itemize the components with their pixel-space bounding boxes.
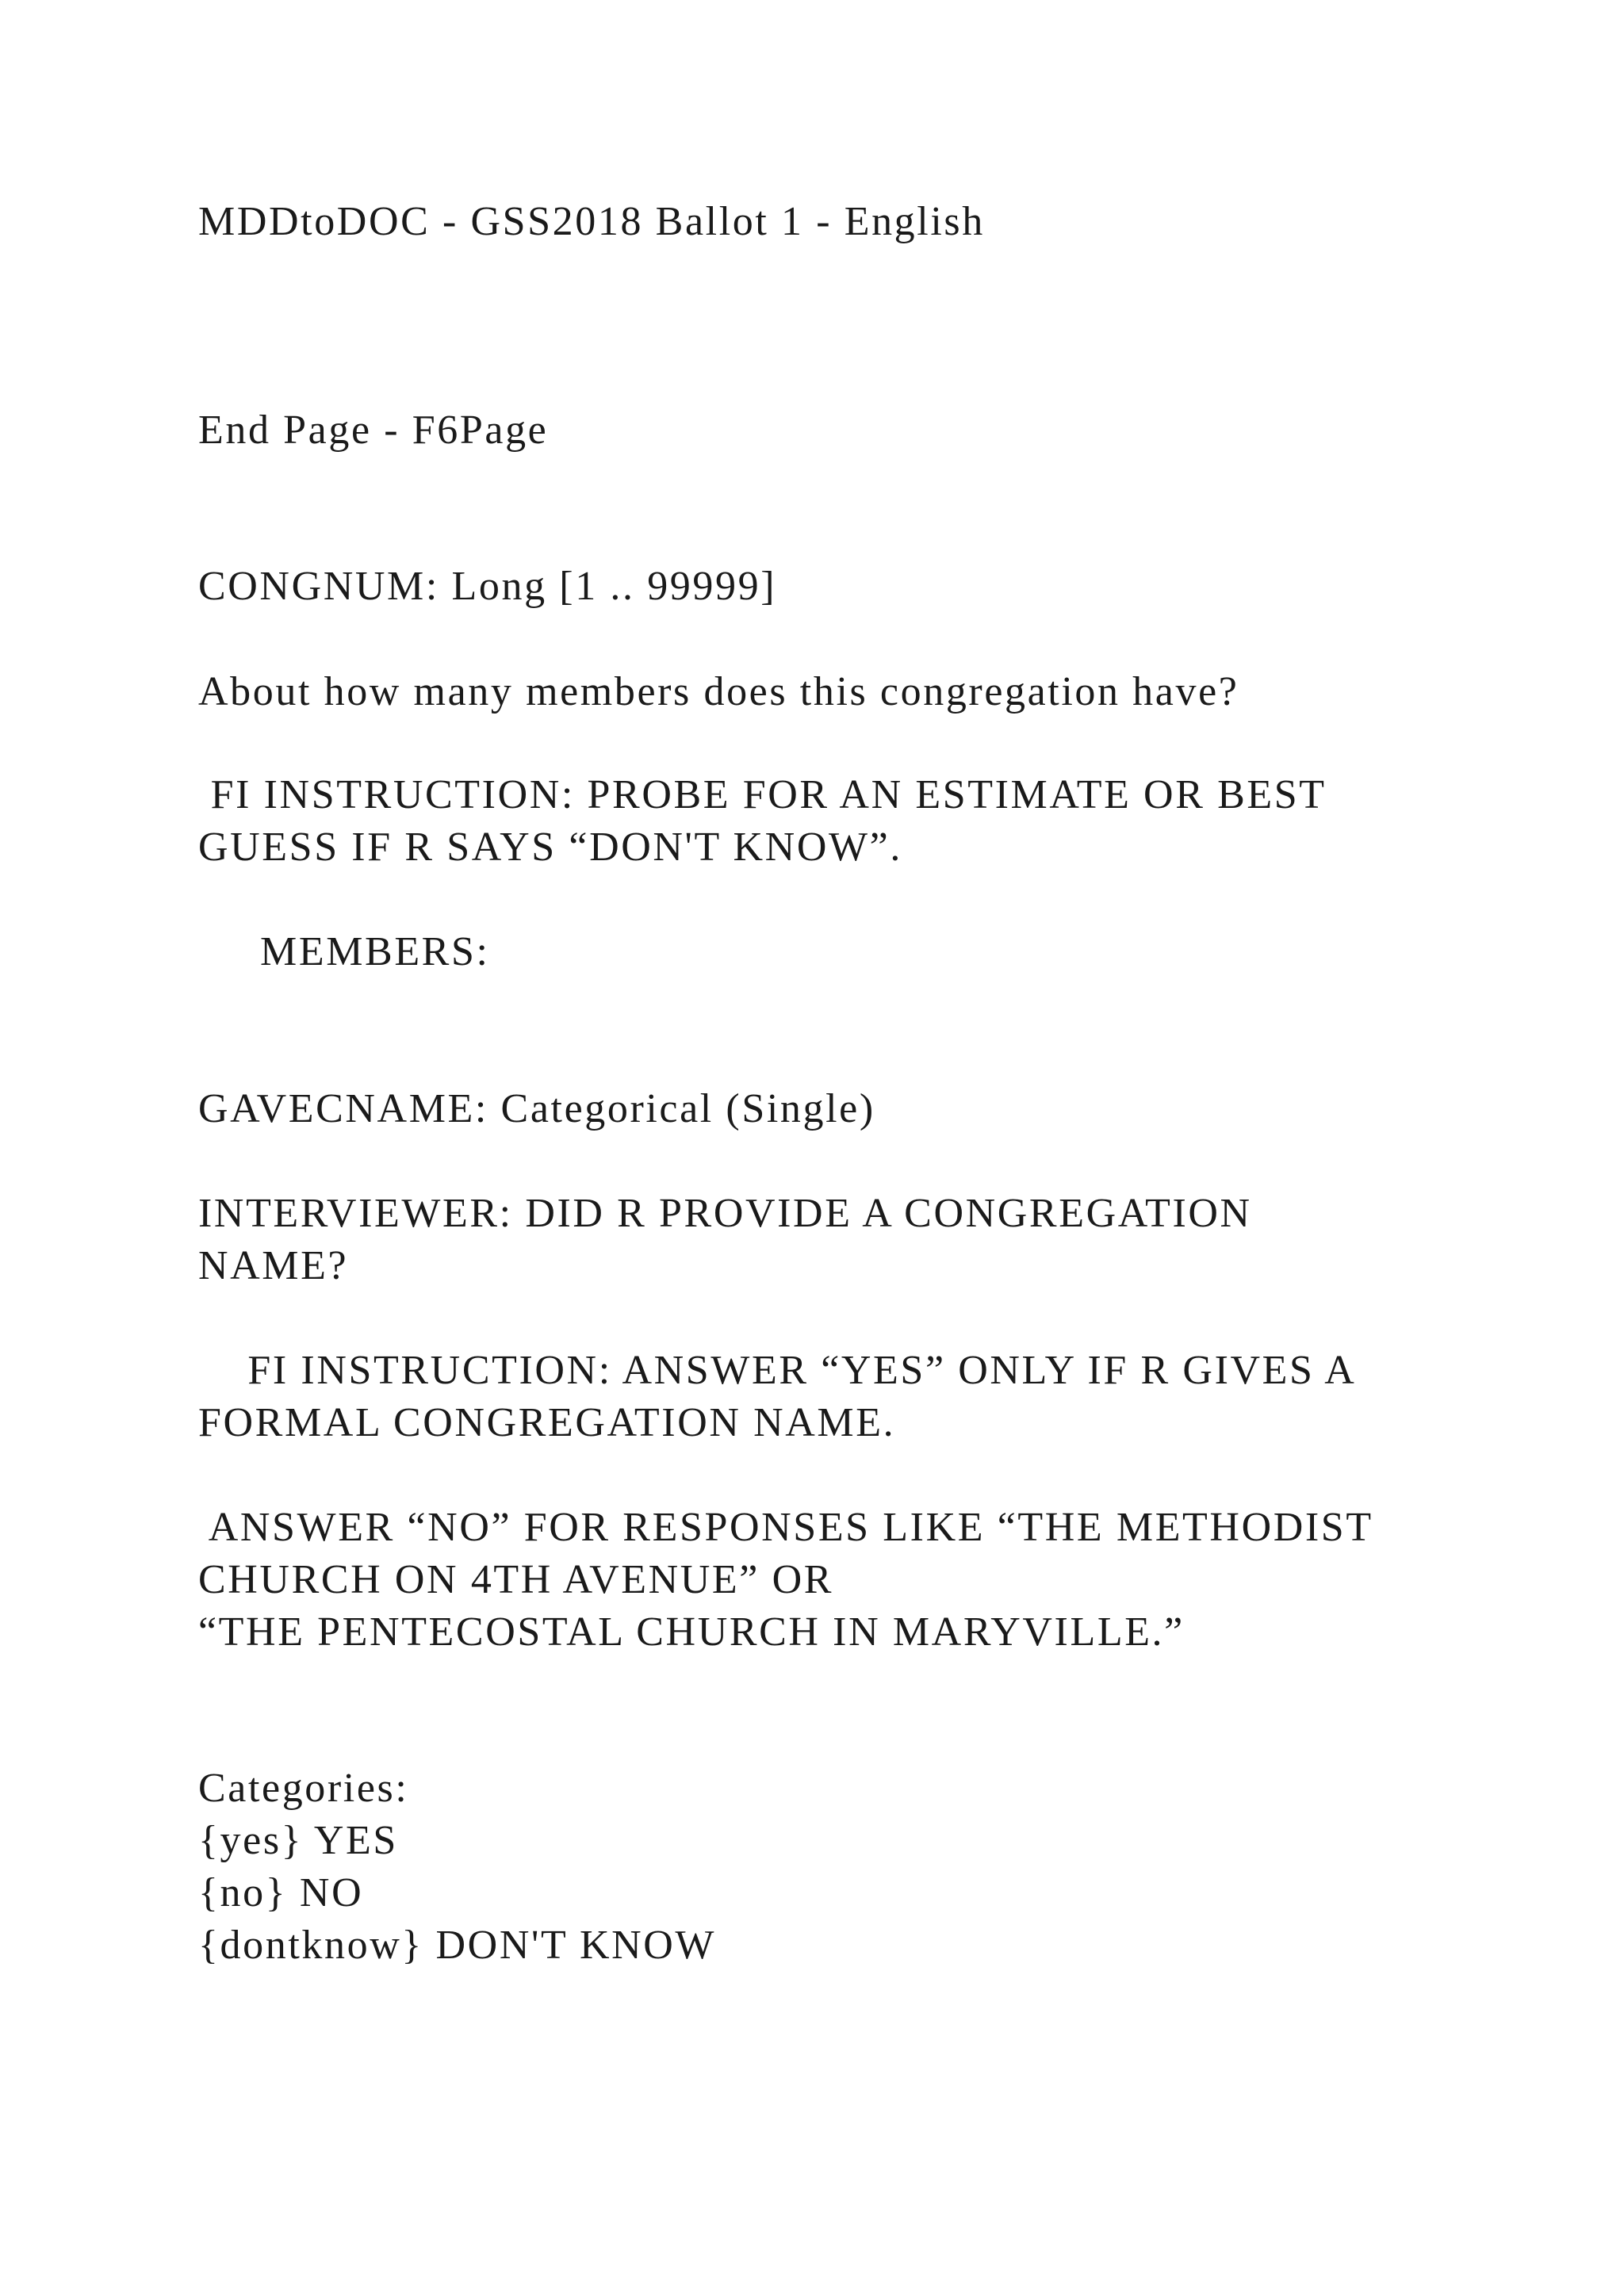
categories-heading: Categories:	[198, 1766, 409, 1811]
gavecname-instruction-line2: FORMAL CONGREGATION NAME.	[198, 1400, 896, 1445]
congnum-question: About how many members does this congregation have?	[198, 669, 1239, 714]
gavecname-instruction-line1: FI INSTRUCTION: ANSWER “YES” ONLY IF R GIVES A	[198, 1348, 1357, 1393]
gavecname-question-line2: NAME?	[198, 1243, 349, 1288]
gavecname-question-line1: INTERVIEWER: DID R PROVIDE A CONGREGATION	[198, 1191, 1252, 1236]
congnum-variable: CONGNUM: Long [1 .. 99999]	[198, 564, 777, 609]
answer-no-line1: ANSWER “NO” FOR RESPONSES LIKE “THE METHODIST	[198, 1505, 1373, 1550]
members-field-label: MEMBERS:	[198, 929, 490, 974]
category-item: {dontknow} DON'T KNOW	[198, 1923, 717, 1968]
page-label: End Page - F6Page	[198, 408, 549, 453]
answer-no-line3: “THE PENTECOSTAL CHURCH IN MARYVILLE.”	[198, 1609, 1185, 1655]
congnum-instruction-line1: FI INSTRUCTION: PROBE FOR AN ESTIMATE OR BEST	[198, 772, 1327, 817]
category-item: {no} NO	[198, 1870, 364, 1915]
gavecname-variable: GAVECNAME: Categorical (Single)	[198, 1086, 875, 1131]
document-header: MDDtoDOC - GSS2018 Ballot 1 - English	[198, 199, 985, 244]
congnum-instruction-line2: GUESS IF R SAYS “DON'T KNOW”.	[198, 825, 902, 870]
category-item: {yes} YES	[198, 1818, 398, 1863]
answer-no-line2: CHURCH ON 4TH AVENUE” OR	[198, 1557, 834, 1602]
